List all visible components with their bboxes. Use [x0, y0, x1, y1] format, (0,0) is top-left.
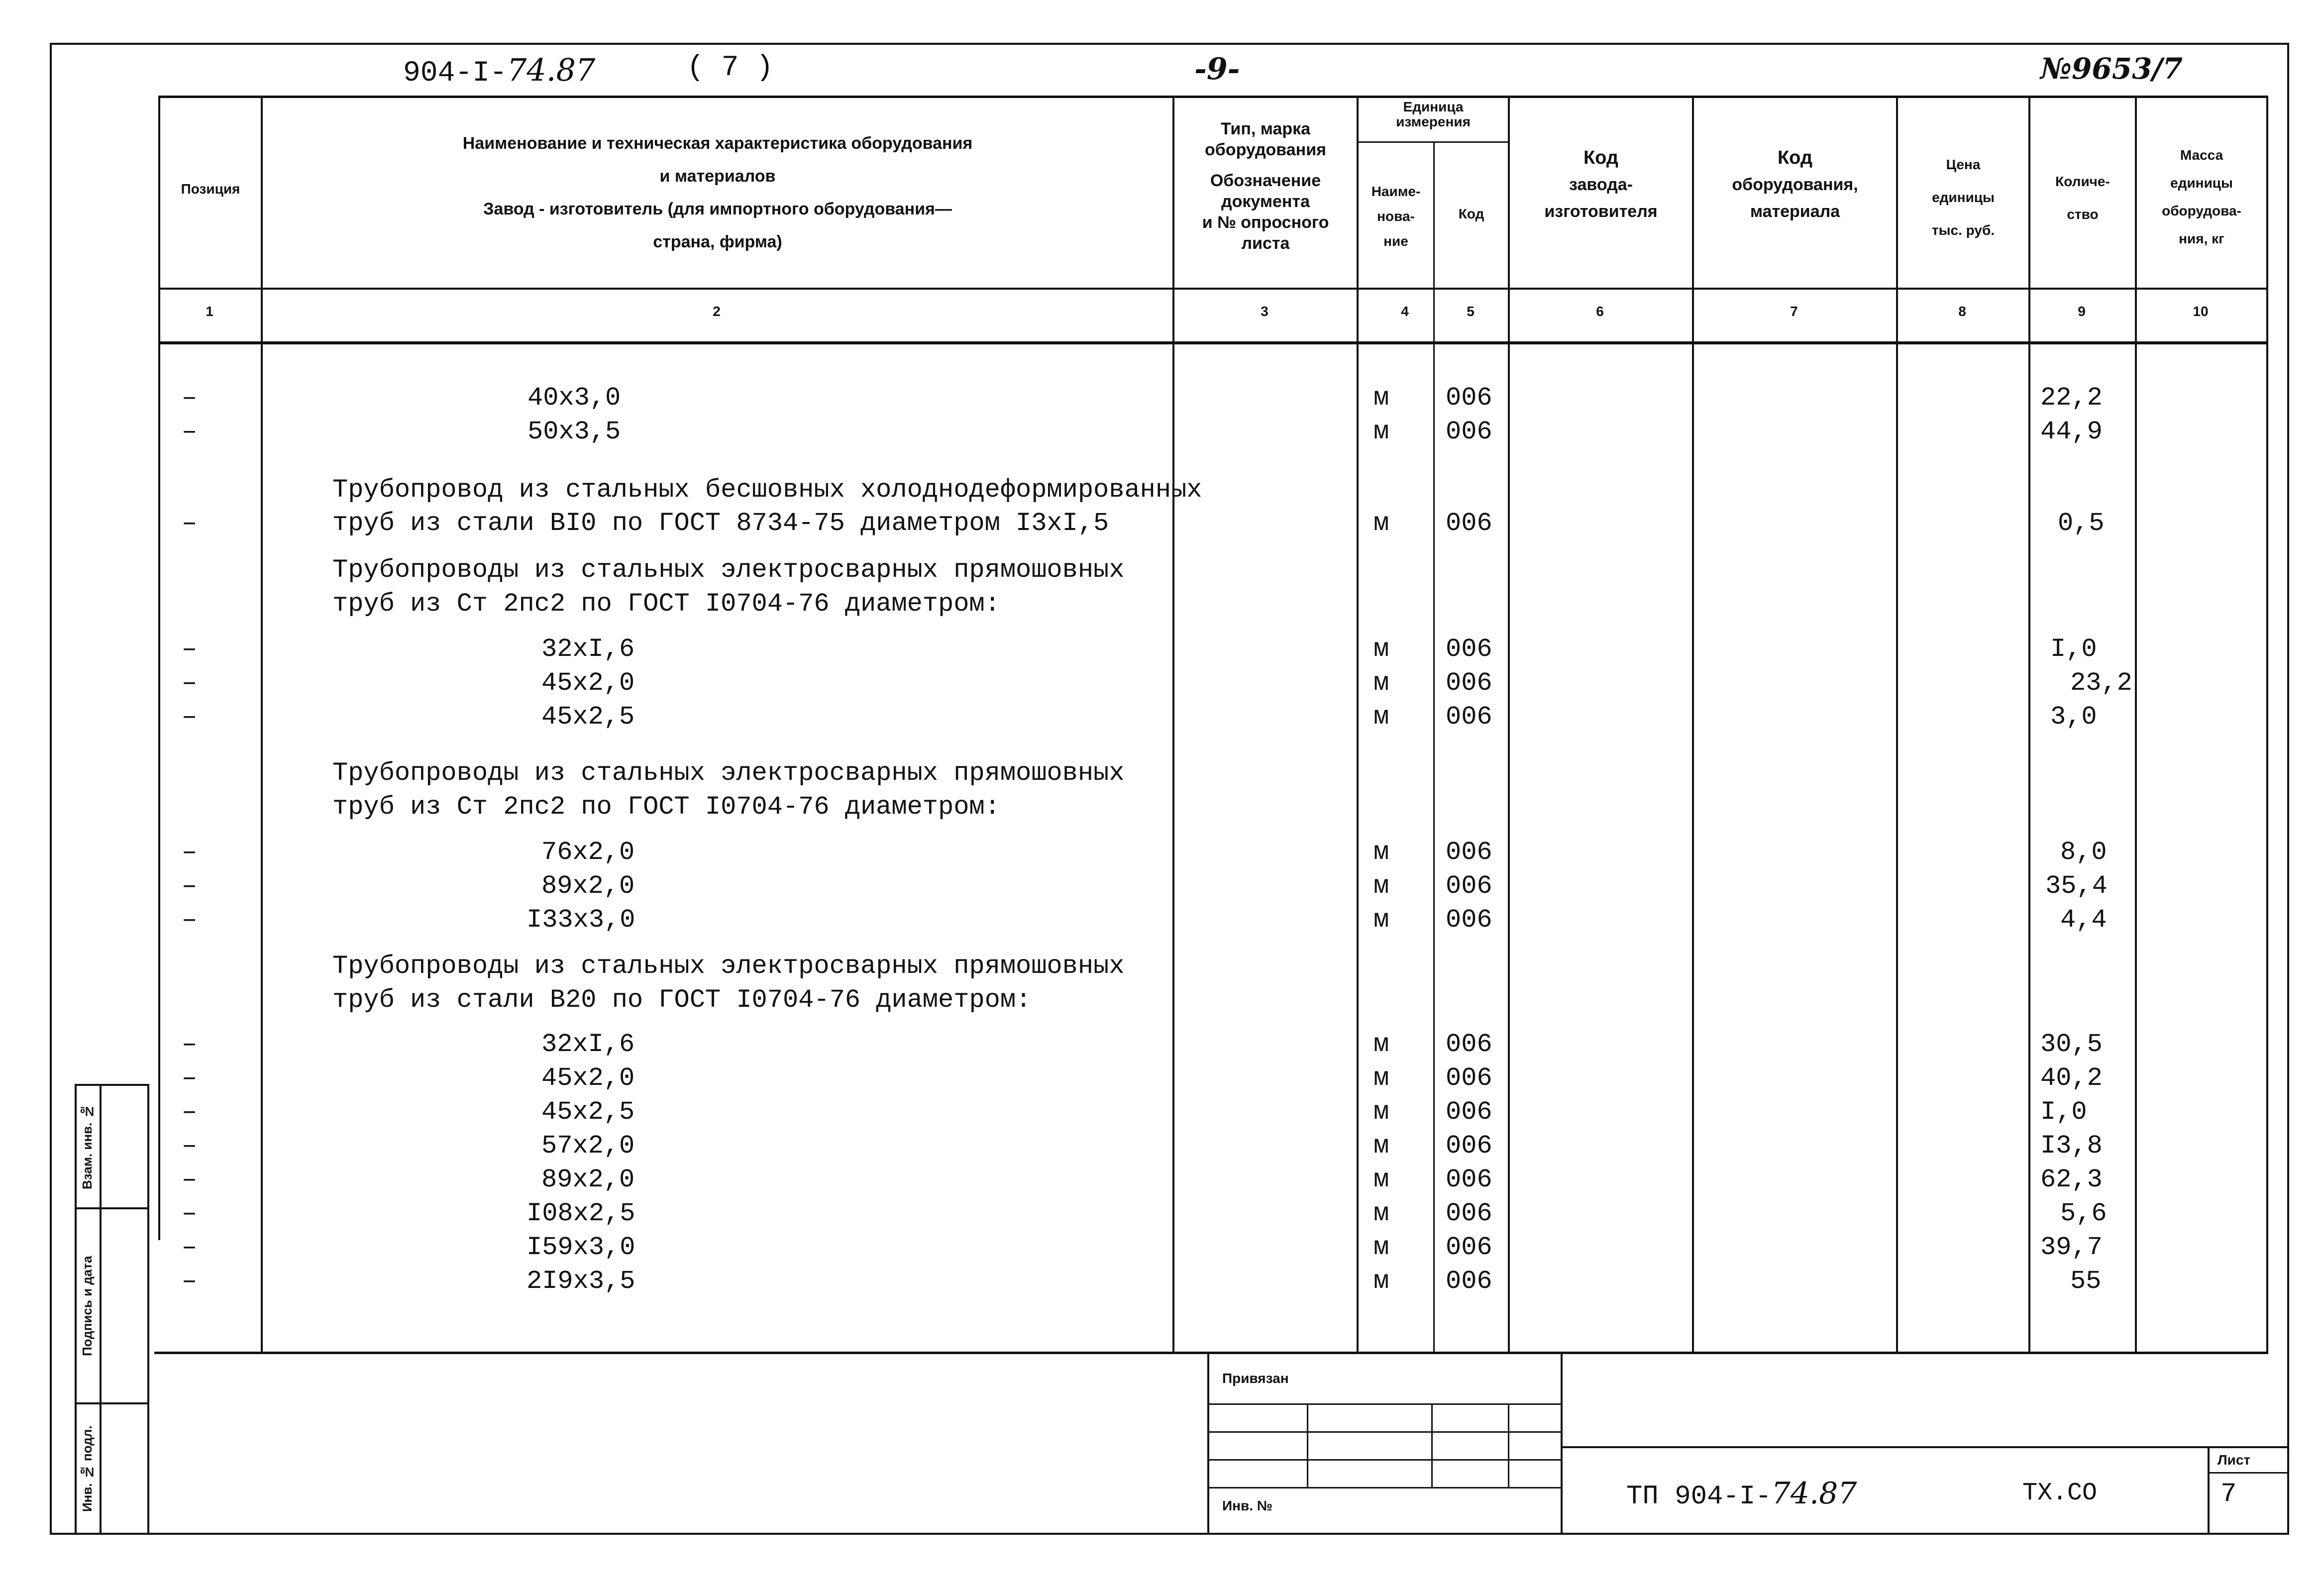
- row-pos: –: [182, 1165, 198, 1194]
- row-unit: м: [1373, 1063, 1389, 1093]
- row-name: I59x3,0: [527, 1233, 635, 1262]
- row-qty: 8,0: [2060, 838, 2107, 867]
- col-line-3: [1357, 96, 1359, 1352]
- row-unit: м: [1373, 1199, 1389, 1228]
- title-block-line: [1561, 1446, 2287, 1448]
- row-pos: –: [182, 1131, 198, 1161]
- col-line-8: [2028, 96, 2030, 1352]
- col-header-position: Позиция: [181, 181, 240, 197]
- inv-podl-label: Инв. № подл.: [80, 1425, 95, 1512]
- row-code: 006: [1446, 383, 1492, 413]
- row-unit: м: [1373, 1097, 1389, 1127]
- row-desc-line2: труб из стали BI0 по ГОСТ 8734-75 диаметром I3xI,5: [332, 509, 1109, 538]
- sheet-number: 7: [2220, 1479, 2237, 1509]
- row-name: 32xI,6: [541, 635, 635, 664]
- row-unit: м: [1373, 871, 1389, 901]
- col-header-mass: Масса единицы оборудова- ния, кг: [2162, 147, 2241, 246]
- row-desc-line2: труб из стали B20 по ГОСТ I0704-76 диаметром:: [332, 985, 1032, 1015]
- row-name: 2I9x3,5: [527, 1267, 635, 1296]
- col-header-equip-code: Код оборудования, материала: [1732, 147, 1858, 221]
- row-unit: м: [1373, 1030, 1389, 1059]
- row-qty: 44,9: [2040, 417, 2103, 446]
- col-line-9: [2135, 96, 2137, 1352]
- col-line-1: [261, 96, 263, 1352]
- row-qty: 22,2: [2040, 383, 2103, 413]
- col-num-5: 5: [1467, 304, 1475, 319]
- row-pos: –: [182, 1199, 198, 1228]
- stamp-right-border: [1561, 1352, 1563, 1533]
- row-code: 006: [1446, 702, 1492, 732]
- table-numbers-bottom: [158, 341, 2268, 344]
- col-header-qty: Количе- ство: [2055, 174, 2110, 222]
- col-header-type: Тип, марка оборудования Обозначение документа и № опросного листа: [1202, 119, 1329, 253]
- row-name: 50x3,5: [528, 417, 621, 446]
- col-num-8: 8: [1958, 304, 1966, 319]
- row-code: 006: [1446, 509, 1492, 538]
- row-desc-line1: Трубопроводы из стальных электросварных прямошовных: [332, 758, 1125, 788]
- side-box-left: [75, 1084, 77, 1533]
- row-unit: м: [1373, 635, 1389, 664]
- col-header-price: Цена единицы тыс. руб.: [1931, 157, 1995, 238]
- row-pos: –: [182, 509, 198, 538]
- row-qty: 39,7: [2040, 1233, 2103, 1262]
- row-desc-line1: Трубопровод из стальных бесшовных холоднодеформированных: [332, 475, 1202, 505]
- row-unit: м: [1373, 1165, 1389, 1194]
- row-code: 006: [1446, 417, 1492, 446]
- col-header-unit-name: Наиме- нова- ние: [1371, 184, 1421, 249]
- row-name: 32xI,6: [541, 1030, 635, 1059]
- row-code: 006: [1446, 1233, 1492, 1262]
- row-name: 89x2,0: [541, 871, 635, 901]
- row-code: 006: [1446, 838, 1492, 867]
- stamp-col-3: [1508, 1403, 1509, 1487]
- side-box-right: [147, 1084, 149, 1533]
- row-unit: м: [1373, 838, 1389, 867]
- parenthetical: ( 7 ): [687, 52, 774, 84]
- inv-number-label: Инв. №: [1222, 1498, 1273, 1513]
- col-num-9: 9: [2078, 304, 2086, 319]
- col-num-1: 1: [206, 304, 213, 319]
- row-code: 006: [1446, 1131, 1492, 1161]
- row-pos: –: [182, 1267, 198, 1296]
- page-mark: -9-: [1194, 52, 1240, 87]
- row-qty: I,0: [2040, 1097, 2087, 1127]
- table-header-bottom: [158, 288, 2268, 290]
- row-name: 45x2,5: [541, 702, 635, 732]
- sheet-box-divider: [2208, 1472, 2287, 1474]
- row-pos: –: [182, 417, 198, 446]
- row-unit: м: [1373, 1131, 1389, 1161]
- col-line-5: [1508, 96, 1510, 1352]
- col-line-7: [1896, 96, 1898, 1352]
- row-pos: –: [182, 635, 198, 664]
- stamp-line-4: [1207, 1487, 1561, 1488]
- col-num-4: 4: [1401, 304, 1409, 319]
- row-unit: м: [1373, 383, 1389, 413]
- row-pos: –: [182, 838, 198, 867]
- archive-number: №9653/7: [2040, 52, 2183, 86]
- frame-bottom: [50, 1533, 2289, 1535]
- stamp-col-2: [1431, 1403, 1433, 1487]
- row-qty: 30,5: [2040, 1030, 2103, 1059]
- col-header-unit-group: Единица измерения: [1396, 99, 1471, 129]
- frame-top: [50, 43, 2289, 45]
- row-code: 006: [1446, 668, 1492, 698]
- row-code: 006: [1446, 1097, 1492, 1127]
- row-unit: м: [1373, 702, 1389, 732]
- row-pos: –: [182, 702, 198, 732]
- row-name: 45x2,0: [541, 668, 635, 698]
- row-qty: I,0: [2050, 635, 2097, 664]
- row-pos: –: [182, 1097, 198, 1127]
- col-num-6: 6: [1596, 304, 1604, 319]
- row-unit: м: [1373, 1233, 1389, 1262]
- sheet-label: Лист: [2218, 1452, 2251, 1468]
- row-qty: 40,2: [2040, 1063, 2103, 1093]
- row-pos: –: [182, 668, 198, 698]
- row-qty: 62,3: [2040, 1165, 2103, 1194]
- col-header-mfr-code: Код завода- изготовителя: [1544, 147, 1658, 221]
- row-code: 006: [1446, 1267, 1492, 1296]
- col-num-3: 3: [1261, 304, 1268, 319]
- side-box-mid: [100, 1084, 102, 1533]
- row-code: 006: [1446, 635, 1492, 664]
- row-pos: –: [182, 1063, 198, 1093]
- row-code: 006: [1446, 1165, 1492, 1194]
- table-top: [158, 96, 2268, 98]
- row-qty: 23,2: [2070, 668, 2132, 698]
- stamp-col-1: [1307, 1403, 1308, 1487]
- row-code: 006: [1446, 905, 1492, 935]
- row-desc-line1: Трубопроводы из стальных электросварных прямошовных: [332, 952, 1125, 981]
- row-unit: м: [1373, 905, 1389, 935]
- row-qty: 35,4: [2045, 871, 2108, 901]
- doc-number: 904-I-74.87: [403, 52, 596, 90]
- row-qty: 5,6: [2060, 1199, 2107, 1228]
- row-name: 76x2,0: [541, 838, 635, 867]
- sheet-box-left: [2208, 1446, 2210, 1533]
- stamp-left-border: [1207, 1352, 1209, 1533]
- row-name: 40x3,0: [528, 383, 621, 413]
- row-qty: I3,8: [2040, 1131, 2103, 1161]
- col-line-4: [1433, 142, 1435, 1352]
- row-pos: –: [182, 1030, 198, 1059]
- row-name: 57x2,0: [541, 1131, 635, 1161]
- row-unit: м: [1373, 509, 1389, 538]
- row-unit: м: [1373, 1267, 1389, 1296]
- row-pos: –: [182, 383, 198, 413]
- podpis-data-label: Подпись и дата: [80, 1256, 95, 1356]
- row-code: 006: [1446, 871, 1492, 901]
- col-line-10: [2266, 96, 2268, 1352]
- col-line-0: [158, 96, 160, 1240]
- row-pos: –: [182, 871, 198, 901]
- col-header-unit-code: Код: [1458, 206, 1484, 221]
- row-qty: 55: [2070, 1267, 2102, 1296]
- row-qty: 0,5: [2058, 509, 2105, 538]
- row-name: 45x2,5: [541, 1097, 635, 1127]
- row-code: 006: [1446, 1063, 1492, 1093]
- row-name: I08x2,5: [527, 1199, 635, 1228]
- row-desc-line1: Трубопроводы из стальных электросварных прямошовных: [332, 555, 1125, 585]
- table-body-bottom: [154, 1352, 2268, 1354]
- row-name: 45x2,0: [541, 1063, 635, 1093]
- row-unit: м: [1373, 668, 1389, 698]
- col-num-2: 2: [713, 304, 721, 319]
- row-name: I33x3,0: [527, 905, 635, 935]
- row-qty: 3,0: [2050, 702, 2097, 732]
- unit-group-line: [1357, 141, 1508, 143]
- side-box-top: [75, 1084, 149, 1086]
- row-desc-line2: труб из Ст 2пс2 по ГОСТ I0704-76 диаметром:: [332, 792, 1000, 822]
- vzam-inv-label: Взам. инв. №: [80, 1104, 95, 1189]
- tp-designation: ТП 904-I-74.87: [1626, 1476, 1857, 1512]
- row-code: 006: [1446, 1030, 1492, 1059]
- col-num-10: 10: [2193, 304, 2209, 319]
- side-box-div-1: [75, 1207, 149, 1209]
- col-line-6: [1692, 96, 1694, 1352]
- row-pos: –: [182, 1233, 198, 1262]
- frame-right: [2287, 43, 2289, 1535]
- row-name: 89x2,0: [541, 1165, 635, 1194]
- frame-left: [50, 43, 52, 1535]
- side-box-div-2: [75, 1402, 149, 1404]
- row-code: 006: [1446, 1199, 1492, 1228]
- privyazan-label: Привязан: [1222, 1371, 1289, 1386]
- row-qty: 4,4: [2060, 905, 2107, 935]
- row-unit: м: [1373, 417, 1389, 446]
- row-desc-line2: труб из Ст 2пс2 по ГОСТ I0704-76 диаметром:: [332, 589, 1000, 619]
- col-num-7: 7: [1790, 304, 1798, 319]
- tx-code: ТХ.СО: [2022, 1479, 2098, 1507]
- row-pos: –: [182, 905, 198, 935]
- col-header-name: Наименование и техническая характеристика оборудования и материалов Завод - изготовитель (для импортного оборудования— страна, фирма): [462, 134, 973, 251]
- col-line-2: [1172, 96, 1174, 1352]
